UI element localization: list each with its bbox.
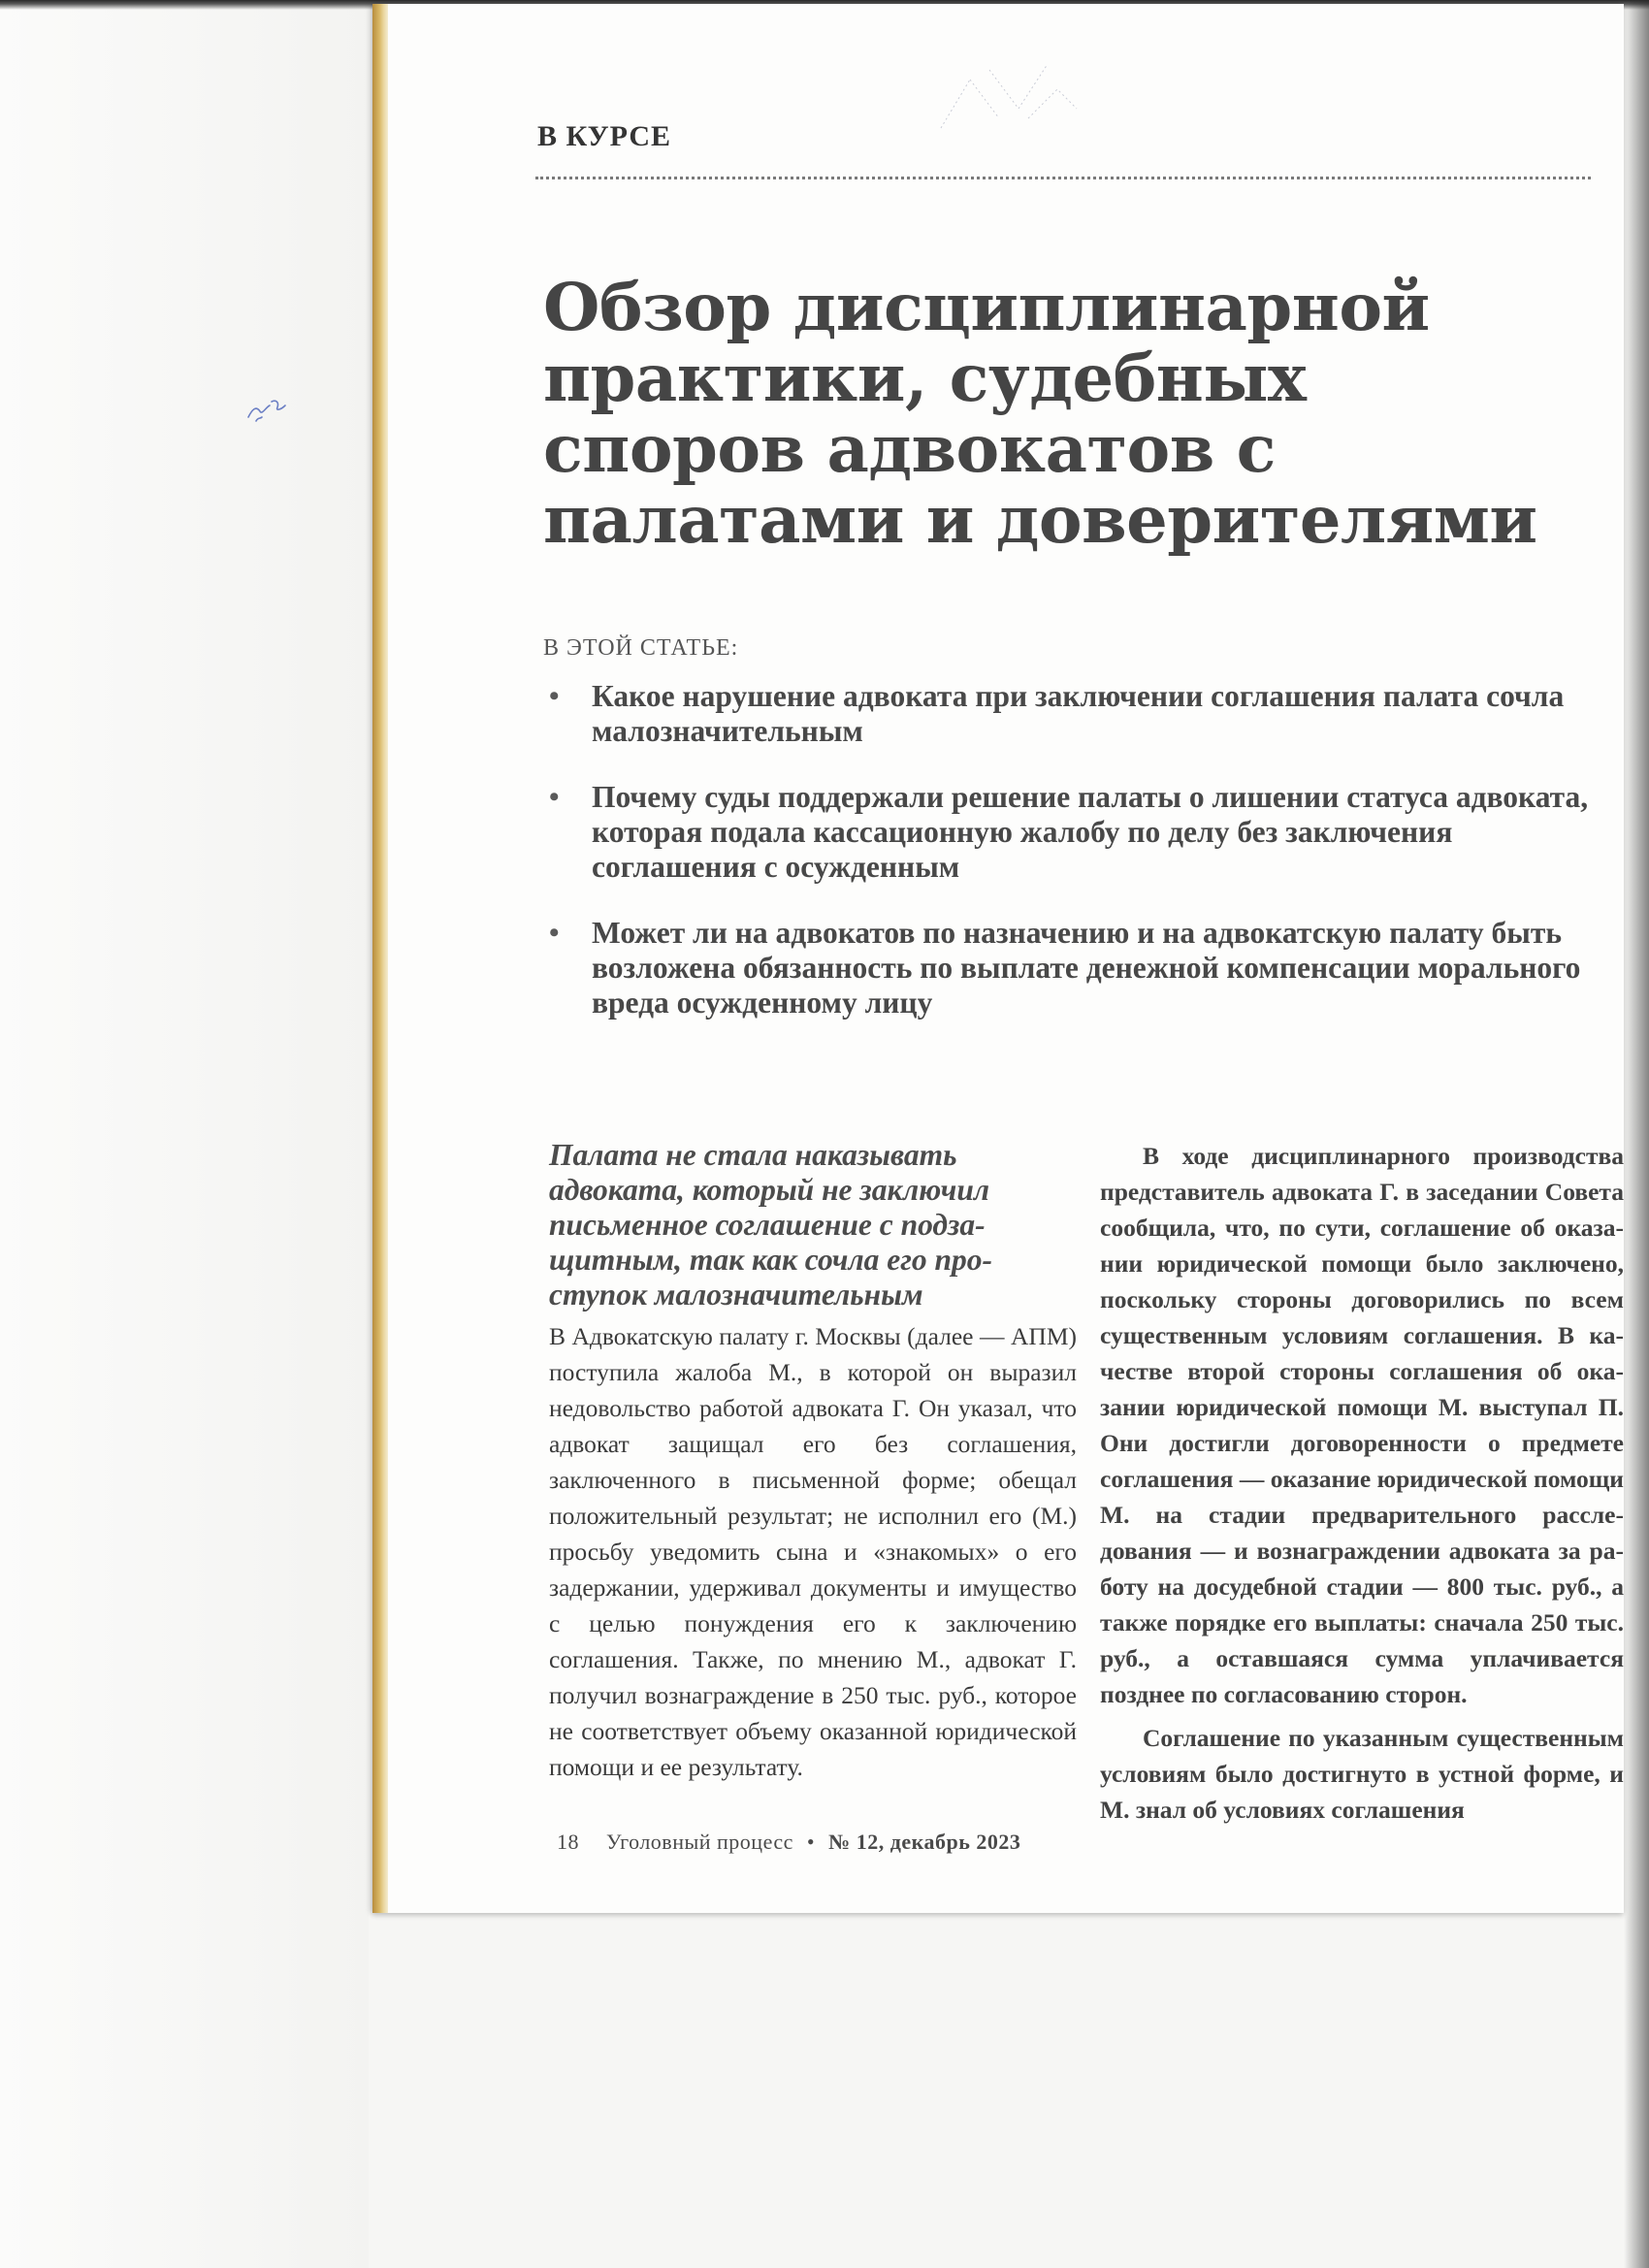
article-title: Обзор дисциплинарной практики, судебных споров адвокатов с палатами и доверителями <box>543 269 1537 558</box>
body-paragraph: Соглашение по указанным существенным условиям было достигнуто в устной форме, и М. знал об условиях соглашения <box>1100 1724 1624 1824</box>
left-column <box>549 1138 1077 1785</box>
scan-background <box>0 0 369 2268</box>
scan-right-edge <box>1624 0 1649 2268</box>
key-point <box>543 679 1600 749</box>
bullet-icon: • <box>549 781 560 813</box>
journal-name: Уголовный процесс <box>606 1830 793 1854</box>
bullet-icon: • <box>549 917 560 949</box>
key-point <box>543 916 1600 1021</box>
key-point-text: Почему суды поддержали решение палаты о лишении статуса адвоката, которая подала кассационную жалобу по делу без заключения соглашения с осужденным <box>592 780 1589 884</box>
faint-scribble <box>931 50 1086 147</box>
pen-mark <box>244 388 289 427</box>
body-paragraph: В ходе дисциплинарного производства представитель адвоката Г. в заседании Совета сообщила, что, по сути, соглашение об оказании юридической помощи было заключено, поскольку стороны договорились по всем существенным условиям соглашения. В качестве второй стороны соглашения об оказании юридической помощи М. выступал П. Они достигли договоренности о предмете соглашения — оказание юридической помощи М. на стадии предварительного расследования — и вознаграждении адвоката за работу на досудебной стадии — 800 тыс. руб., а также порядке его выплаты: сначала 250 тыс. руб., а оставшаяся сумма уплачивается позднее по согласованию сторон. <box>1100 1142 1624 1708</box>
key-point-text: Может ли на адвокатов по назначению и на адвокатскую палату быть возложена обязанность по выплате денежной компенсации морального вреда осужденному лицу <box>592 916 1581 1020</box>
body-paragraph: В Адвокатскую палату г. Москвы (далее — АПМ) поступила жалоба М., в которой он выразил недовольство работой адвоката Г. Он указал, что адвокат защищал его без соглашения, заключенного в письменной форме; обещал положительный результат; не исполнил его (М.) просьбу уведомить сына и «знакомых» о его задержании, удерживал документы и имущество с целью понуждения его к заключению соглашения. Также, по мнению М., адвокат Г. получил вознаграждение в 250 тыс. руб., которое не соответствует объему оказанной юридической помощи и ее результату. <box>549 1322 1077 1781</box>
dotted-divider <box>535 177 1591 179</box>
page-footer <box>557 1830 1020 1855</box>
key-points-list <box>543 679 1600 1021</box>
subsection-heading: Палата не стала наказывать адвоката, который не заключил письменное соглашение с подзащитным, так как сочла его проступок малозначительным <box>549 1138 993 1312</box>
section-label: В КУРСЕ <box>537 120 672 152</box>
footer-separator: • <box>806 1830 816 1854</box>
in-this-article-label: В ЭТОЙ СТАТЬЕ: <box>543 635 739 661</box>
key-point-text: Какое нарушение адвоката при заключении соглашения палата сочла малозначительным <box>592 679 1565 748</box>
issue-info: № 12, декабрь 2023 <box>828 1830 1021 1854</box>
bullet-icon: • <box>549 680 560 712</box>
right-column <box>1100 1138 1624 1828</box>
key-point <box>543 780 1600 885</box>
page-number: 18 <box>557 1830 579 1854</box>
page-spine <box>372 4 388 1913</box>
